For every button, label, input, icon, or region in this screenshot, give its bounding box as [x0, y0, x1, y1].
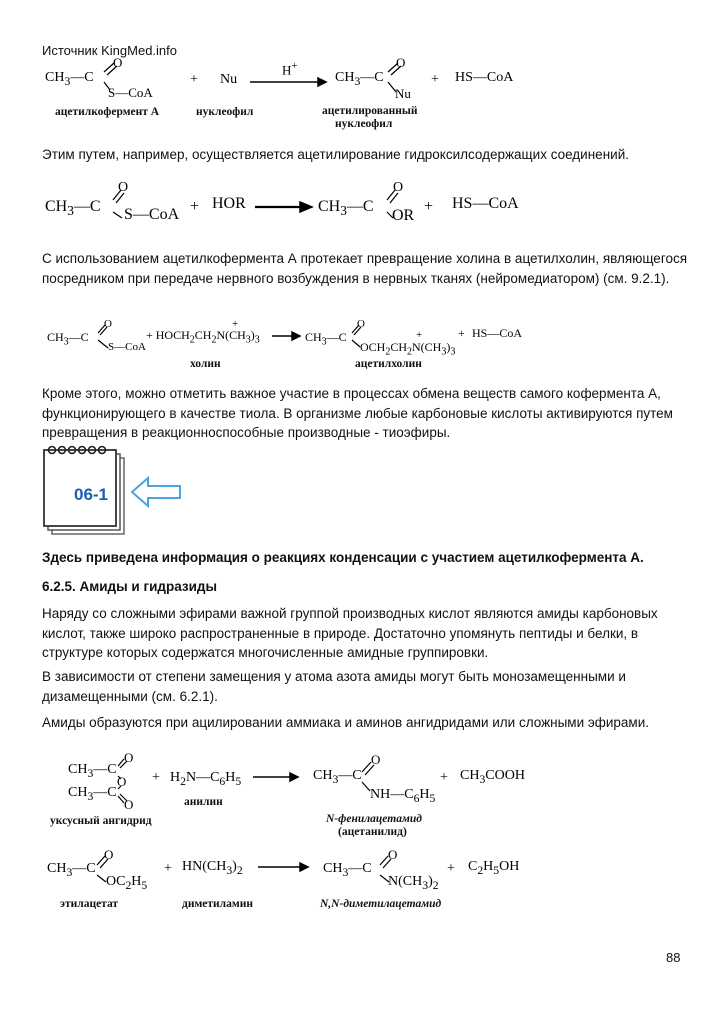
- reaction5-reactant2-label: диметиламин: [182, 898, 253, 910]
- source-label: Источник KingMed.info: [42, 43, 177, 58]
- reaction3-s-coa: S—CoA: [108, 341, 146, 353]
- reaction2-product-or: OR: [392, 207, 415, 224]
- paragraph-6: В зависимости от степени замещения у атома азота амиды могут быть монозамещенными и дизамещенными (см. 6.2.1).: [42, 669, 626, 704]
- reaction3-product-oxygen: O: [357, 318, 365, 330]
- reaction4-product-oxygen: O: [371, 752, 381, 767]
- reaction1-catalyst: H+: [282, 60, 298, 78]
- reaction5-dimethylamine-formula: $HN(CH_3)_2$: [182, 859, 243, 877]
- reaction3-choline-label: холин: [190, 358, 221, 370]
- reaction3-acetyl-group: $CH_3—C$: [47, 330, 89, 348]
- reaction3-choline-formula: + $HOCH_2CH_2N(CH_3)_3$: [146, 328, 260, 346]
- reaction4-oxygen-bottom: O: [124, 797, 134, 812]
- notebook-label: 06-1: [73, 485, 109, 504]
- reaction1-product-acetyl: $CH_3—C$: [335, 70, 384, 88]
- reaction3-oxygen: O: [104, 318, 112, 330]
- reaction1-product2: HS—CoA: [455, 70, 514, 85]
- paragraph-3: Кроме этого, можно отметить важное участие в процессах обмена веществ самого кофермента А, функционирующего в качестве тиола. В организме любые карбоновые кислоты активируются путем превращения в реакционноспособные производные - тиоэфиры.: [42, 386, 673, 440]
- reaction4-aniline-formula: $H_2N—C_6H_5$: [170, 770, 242, 788]
- reaction2-product-acetyl: $CH_3—C$: [318, 198, 374, 219]
- paragraph-7: Амиды образуются при ацилировании аммиака и аминов ангидридами или сложными эфирами.: [42, 715, 649, 730]
- page-number: 88: [666, 950, 681, 965]
- reaction4-product-acetyl: $CH_3—C$: [313, 768, 362, 786]
- reaction3-product2: HS—CoA: [472, 326, 523, 340]
- reaction2-product2: HS—CoA: [452, 195, 519, 212]
- reaction5-acetyl-group: $CH_3—C$: [47, 861, 96, 879]
- reaction4-product-label-line1: N-фенилацетамид: [326, 813, 422, 825]
- reaction5-product-acetyl: $CH_3—C$: [323, 861, 372, 879]
- reaction5-oxygen: O: [104, 847, 114, 862]
- reaction4-product-nh: $NH—C_6H_5$: [370, 787, 436, 805]
- reaction1-product-nu: Nu: [395, 86, 411, 101]
- reaction1-s-coa: S—CoA: [108, 85, 153, 100]
- reaction5-product-amine: $N(CH_3)_2$: [388, 874, 439, 892]
- reaction5-ethoxy: $OC_2H_5$: [106, 874, 148, 892]
- paragraph-1: Этим путем, например, осуществляется ацетилирование гидроксилсодержащих соединений.: [42, 147, 629, 162]
- reaction4-reactant2-label: анилин: [184, 796, 223, 808]
- paragraph-5: Наряду со сложными эфирами важной группой производных кислот являются амиды карбоновых кислот, также широко распространенные в природе. Достаточно упомянуть пептиды и белки, в структуре которых содержатся многочисленные амидные группировки.: [42, 606, 658, 660]
- plus-sign: +: [440, 770, 448, 785]
- reaction3-acetylcholine-formula: $OCH_2CH_2N(CH_3)_3$: [360, 340, 456, 358]
- reaction3-product-acetyl: $CH_3—C$: [305, 330, 347, 348]
- plus-sign: +: [458, 326, 465, 340]
- reaction4-anhydride-bottom: $CH_3—C$: [68, 785, 117, 803]
- reaction3-product-charge: +: [416, 329, 423, 341]
- reaction5-ethanol: $C_2H_5OH$: [468, 859, 520, 877]
- reaction1-product-label-line2: нуклеофил: [335, 118, 393, 130]
- reaction1-reactant2-label: нуклеофил: [196, 106, 254, 118]
- reaction1-product-oxygen: O: [396, 55, 406, 70]
- reaction-arrow-icon: [250, 78, 326, 871]
- reaction5-product-oxygen: O: [388, 847, 398, 862]
- reaction4-reactant1-label: уксусный ангидрид: [50, 815, 152, 827]
- reaction4-anhydride-top: $CH_3—C$: [68, 762, 117, 780]
- reaction4-product-label-line2: (ацетанилид): [338, 826, 407, 838]
- reaction2-alcohol: HOR: [212, 195, 246, 212]
- reaction1-oxygen: O: [113, 55, 123, 70]
- plus-sign: +: [164, 861, 172, 876]
- plus-sign: +: [152, 770, 160, 785]
- reaction3-charge: +: [232, 318, 239, 330]
- reaction1-acetyl-group: $CH_3—C$: [45, 70, 94, 88]
- plus-sign: +: [190, 72, 198, 87]
- reaction1-nucleophile: Nu: [220, 72, 238, 87]
- bold-note: Здесь приведена информация о реакциях конденсации с участием ацетилкофермента А.: [42, 550, 644, 565]
- paragraph-2: С использованием ацетилкофермента А протекает превращение холина в ацетилхолин, являющегося посредником при передаче нервного возбуждения в нервных тканях (нейромедиатором) (см. 9.2.1).: [42, 251, 688, 286]
- reaction2-oxygen: O: [118, 180, 129, 195]
- section-heading: 6.2.5. Амиды и гидразиды: [42, 579, 217, 594]
- reaction5-product-label: N,N-диметилацетамид: [320, 898, 442, 910]
- reaction2-s-coa: S—CoA: [124, 206, 180, 223]
- reaction4-oxygen-top: O: [124, 750, 134, 765]
- reaction4-bridge-oxygen: O: [117, 774, 127, 789]
- plus-sign: +: [190, 198, 200, 215]
- reaction2-acetyl-group: $CH_3—C$: [45, 198, 101, 219]
- reaction4-acetic-acid: $CH_3COOH$: [460, 768, 525, 786]
- reaction1-reactant1-label: ацетилкофермент А: [55, 106, 160, 118]
- reaction1-product-label-line1: ацетилированный: [322, 105, 418, 117]
- plus-sign: +: [424, 198, 434, 215]
- plus-sign: +: [447, 861, 455, 876]
- reaction3-acetylcholine-label: ацетилхолин: [355, 358, 422, 370]
- reaction2-product-oxygen: O: [393, 180, 404, 195]
- plus-sign: +: [431, 72, 439, 87]
- reaction5-reactant1-label: этилацетат: [60, 898, 119, 910]
